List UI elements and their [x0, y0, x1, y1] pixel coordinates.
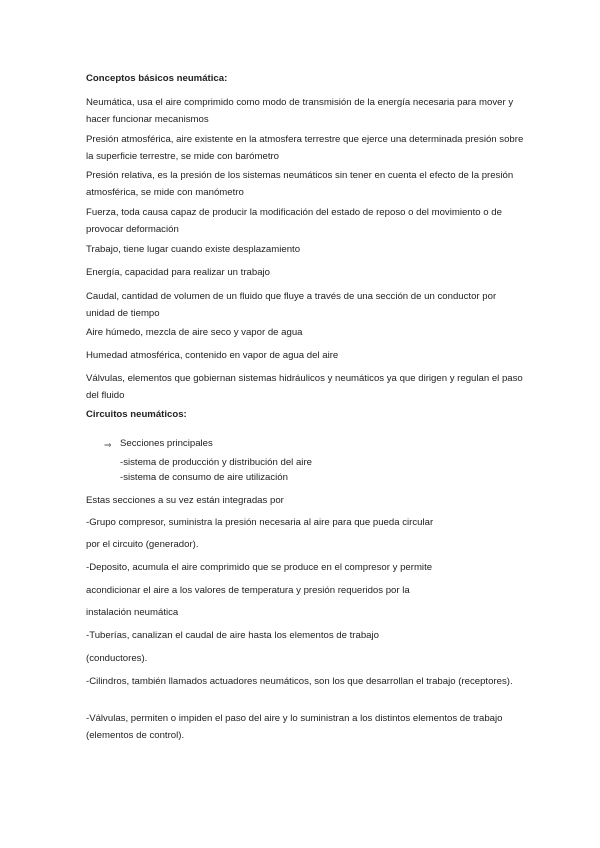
line-valvulas-control: -Válvulas, permiten o impiden el paso del aire y lo suministran a los distintos elementos de trabajo (elementos de control). — [86, 713, 503, 741]
paragraph-energia: Energía, capacidad para realizar un trabajo — [86, 267, 270, 278]
line-acondicionar: acondicionar el aire a los valores de temperatura y presión requeridos por la — [86, 585, 410, 596]
paragraph-valvulas: Válvulas, elementos que gobiernan sistemas hidráulicos y neumáticos ya que dirigen y regulan el paso del fluido — [86, 373, 523, 401]
paragraph-neumatica: Neumática, usa el aire comprimido como modo de transmisión de la energía necesaria para mover y hacer funcionar mecanismos — [86, 97, 514, 125]
paragraph-humedad: Humedad atmosférica, contenido en vapor de agua del aire — [86, 350, 339, 361]
paragraph-caudal: Caudal, cantidad de volumen de un fluido que fluye a través de una sección de un conductor por unidad de tiempo — [86, 291, 497, 319]
paragraph-aire-humedo: Aire húmedo, mezcla de aire seco y vapor de agua — [86, 327, 303, 338]
paragraph-presion-atmosferica: Presión atmosférica, aire existente en la atmosfera terrestre que ejerce una determinada presión sobre la superficie terrestre, se mide con barómetro — [86, 134, 524, 162]
paragraph-trabajo: Trabajo, tiene lugar cuando existe desplazamiento — [86, 244, 301, 255]
line-generador: por el circuito (generador). — [86, 539, 199, 550]
bullet-secciones: Secciones principales — [120, 438, 213, 449]
line-instalacion: instalación neumática — [86, 607, 179, 618]
heading-circuitos: Circuitos neumáticos: — [86, 409, 187, 420]
line-grupo-compresor: -Grupo compresor, suministra la presión necesaria al aire para que pueda circular — [86, 517, 434, 528]
sub-item-produccion: -sistema de producción y distribución del aire — [120, 457, 312, 468]
line-tuberias: -Tuberías, canalizan el caudal de aire hasta los elementos de trabajo — [86, 630, 379, 641]
line-conductores: (conductores). — [86, 653, 148, 664]
paragraph-presion-relativa: Presión relativa, es la presión de los sistemas neumáticos sin tener en cuenta el efecto de la presión atmosférica, se mide con manómetro — [86, 170, 514, 198]
line-secciones-integradas: Estas secciones a su vez están integradas por — [86, 495, 284, 506]
paragraph-fuerza: Fuerza, toda causa capaz de producir la modificación del estado de reposo o del movimiento o de provocar deformación — [86, 207, 502, 235]
heading-conceptos: Conceptos básicos neumática: — [86, 73, 228, 84]
sub-item-consumo: -sistema de consumo de aire utilización — [120, 472, 288, 483]
line-cilindros: -Cilindros, también llamados actuadores neumáticos, son los que desarrollan el trabajo (receptores). — [86, 676, 513, 687]
line-deposito: -Deposito, acumula el aire comprimido que se produce en el compresor y permite — [86, 562, 433, 573]
arrow-bullet-icon: ⇒ — [104, 440, 112, 450]
